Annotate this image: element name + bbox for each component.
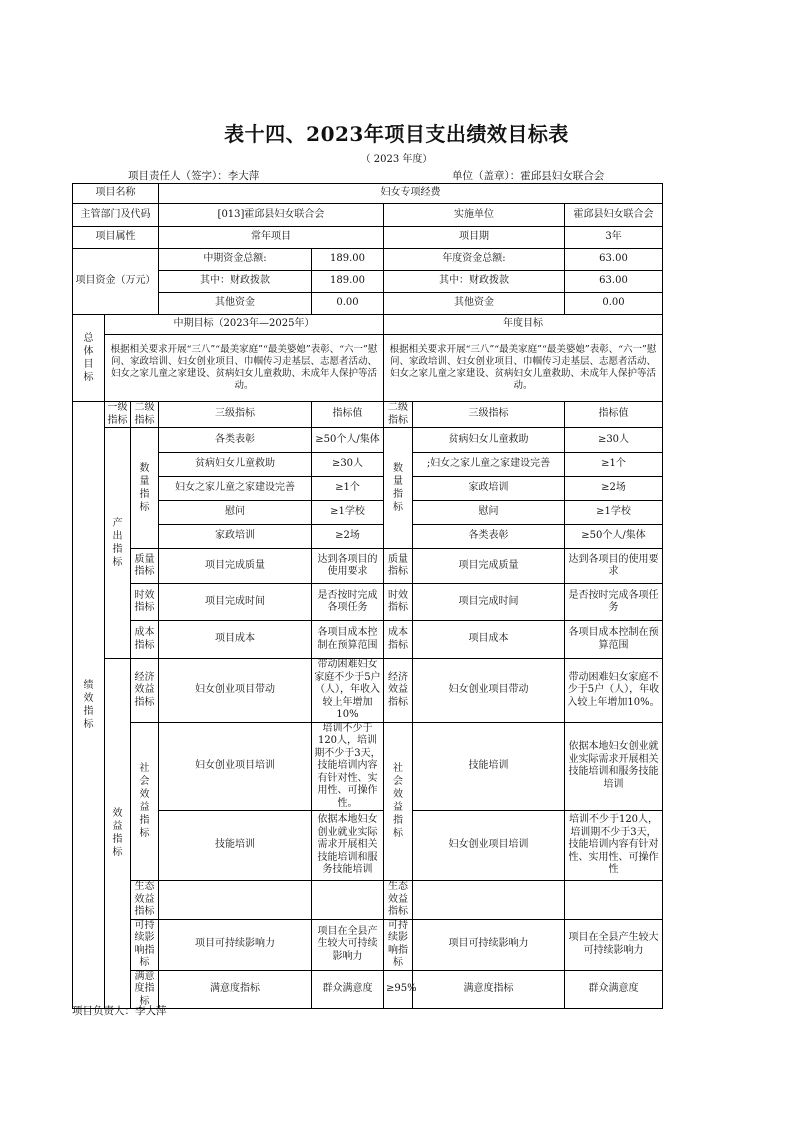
time-year-value: 是否按时完成各项任务: [565, 584, 663, 621]
project-attr-value: 常年项目: [159, 227, 384, 249]
qty-year-name: ;妇女之家儿童之家建设完善: [413, 453, 565, 477]
year-total-label: 年度资金总额:: [384, 249, 565, 271]
economic-mid-value: 带动困难妇女家庭不少于5户（人），年收入较上年增加10%: [312, 659, 384, 723]
social-indicator-label: 社会效益指标: [131, 722, 159, 881]
quantity-indicator-label-year: 数量指标: [384, 428, 413, 549]
qty-year-value: ≥50个人/集体: [565, 525, 663, 549]
qty-mid-value: ≥2场: [312, 525, 384, 549]
qty-mid-name: 贫病妇女儿童救助: [159, 453, 312, 477]
qty-year-name: 家政培训: [413, 477, 565, 501]
dept-value: [013]霍邱县妇女联合会: [159, 204, 384, 227]
qty-year-value: ≥1个: [565, 453, 663, 477]
eco-year-name: [413, 881, 565, 920]
sustain-mid-name: 项目可持续影响力: [159, 919, 312, 970]
satisfaction-sub-label-year: 满意度指标: [413, 970, 565, 1009]
satisfaction-indicator-label: 满意度指标: [131, 970, 159, 1009]
project-leader: 项目负责人：李大萍: [72, 1005, 167, 1017]
col-level2-header-year: 二级指标: [384, 402, 413, 428]
social-indicator-label-year: 社会效益指标: [384, 722, 413, 881]
satisfaction-mid-name: 群众满意度: [312, 970, 384, 1009]
social-year-name: 妇女创业项目培训: [413, 811, 565, 881]
qty-mid-value: ≥50个人/集体: [312, 428, 384, 453]
performance-target-table: [72, 183, 663, 1009]
performance-indicator-label: 绩效指标: [73, 402, 105, 1009]
qty-mid-name: 各类表彰: [159, 428, 312, 453]
quality-indicator-label-year: 质量指标: [384, 549, 413, 584]
qty-mid-name: 家政培训: [159, 525, 312, 549]
social-year-value: 依据本地妇女创业就业实际需求开展相关技能培训和服务技能培训: [565, 722, 663, 811]
eco-mid-value: [312, 881, 384, 920]
qty-mid-value: ≥1个: [312, 477, 384, 501]
qty-year-value: ≥2场: [565, 477, 663, 501]
qty-year-value: ≥1学校: [565, 501, 663, 525]
year-total-value: 63.00: [565, 249, 663, 271]
page-title: 表十四、2023年项目支出绩效目标表: [224, 122, 569, 146]
project-period-label: 项目期: [384, 227, 565, 249]
social-mid-value: 依据本地妇女创业就业实际需求开展相关技能培训和服务技能培训: [312, 811, 384, 881]
year-goal-text: 根据相关要求开展“三八”“最美家庭”“最美婆媳”表彰、“六一”慰问、家政培训、妇女创业项目、巾帼传习走基层、志愿者活动、妇女之家儿童之家建设、贫病妇女儿童救助、未成年人保护等活动。: [384, 335, 663, 402]
col-level1-header: 一级指标: [105, 402, 131, 428]
col-value-header-year: 指标值: [565, 402, 663, 428]
year-other-value: 0.00: [565, 293, 663, 315]
eco-year-value: [565, 881, 663, 920]
quality-year-value: 达到各项目的使用要求: [565, 549, 663, 584]
qty-mid-value: ≥1学校: [312, 501, 384, 525]
economic-year-value: 带动困难妇女家庭不少于5户（人），年收入较上年增加10%。: [565, 659, 663, 723]
time-indicator-label: 时效指标: [131, 584, 159, 621]
col-value-header: 指标值: [312, 402, 384, 428]
time-year-name: 项目完成时间: [413, 584, 565, 621]
qty-year-name: 慰问: [413, 501, 565, 525]
sustain-year-value: 项目在全县产生较大可持续影响力: [565, 919, 663, 970]
qty-year-value: ≥30人: [565, 428, 663, 453]
mid-goal-text: 根据相关要求开展“三八”“最美家庭”“最美婆媳”表彰、“六一”慰问、家政培训、妇女创业项目、巾帼传习走基层、志愿者活动、妇女之家儿童之家建设、贫病妇女儿童救助、未成年人保护等活动。: [105, 335, 384, 402]
social-mid-name: 妇女创业项目培训: [159, 722, 312, 811]
impl-unit-value: 霍邱县妇女联合会: [565, 204, 663, 227]
output-indicator-label: 产出指标: [105, 428, 131, 659]
social-mid-name: 技能培训: [159, 811, 312, 881]
dept-label: 主管部门及代码: [73, 204, 159, 227]
social-year-value: 培训不少于120人，培训期不少于3天，技能培训内容有针对性、实用性、可操作性: [565, 811, 663, 881]
mid-total-label: 中期资金总额:: [159, 249, 312, 271]
time-mid-value: 是否按时完成各项任务: [312, 584, 384, 621]
qty-mid-name: 慰问: [159, 501, 312, 525]
project-attr-label: 项目属性: [73, 227, 159, 249]
year-label: （ 2023 年度）: [360, 154, 433, 165]
cost-indicator-label-year: 成本指标: [384, 621, 413, 659]
economic-indicator-label: 经济效益指标: [131, 659, 159, 723]
satisfaction-sub-label: 满意度指标: [159, 970, 312, 1009]
quality-mid-value: 达到各项目的使用要求: [312, 549, 384, 584]
eco-indicator-label-year: 生态效益指标: [384, 881, 413, 920]
social-mid-value: 培训不少于120人，培训期不少于3天，技能培训内容有针对性、实用性、可操作性。: [312, 722, 384, 811]
satisfaction-mid-value: ≥95%: [384, 970, 413, 1009]
year-other-label: 其他资金: [384, 293, 565, 315]
year-fiscal-value: 63.00: [565, 271, 663, 293]
year-goal-header: 年度目标: [384, 315, 663, 335]
mid-fiscal-label: 其中：财政拨款: [159, 271, 312, 293]
economic-year-name: 妇女创业项目带动: [413, 659, 565, 723]
eco-mid-name: [159, 881, 312, 920]
quantity-indicator-label: 数量指标: [131, 428, 159, 549]
satisfaction-year-name: 群众满意度: [565, 970, 663, 1009]
quality-indicator-label: 质量指标: [131, 549, 159, 584]
sustain-year-name: 项目可持续影响力: [413, 919, 565, 970]
cost-year-name: 项目成本: [413, 621, 565, 659]
col-level2-header: 二级指标: [131, 402, 159, 428]
col-level3-header-year: 三级指标: [413, 402, 565, 428]
benefit-indicator-label: 效益指标: [105, 659, 131, 1009]
mid-other-value: 0.00: [312, 293, 384, 315]
sustain-indicator-label: 可持续影响指标: [131, 919, 159, 970]
qty-mid-value: ≥30人: [312, 453, 384, 477]
overall-goal-label: 总体目标: [73, 315, 105, 402]
project-name-value: 妇女专项经费: [159, 184, 663, 204]
qty-mid-name: 妇女之家儿童之家建设完善: [159, 477, 312, 501]
social-year-name: 技能培训: [413, 722, 565, 811]
col-level3-header: 三级指标: [159, 402, 312, 428]
economic-indicator-label-year: 经济效益指标: [384, 659, 413, 723]
impl-unit-label: 实施单位: [384, 204, 565, 227]
quality-year-name: 项目完成质量: [413, 549, 565, 584]
year-fiscal-label: 其中：财政拨款: [384, 271, 565, 293]
project-name-label: 项目名称: [73, 184, 159, 204]
eco-indicator-label: 生态效益指标: [131, 881, 159, 920]
project-period-value: 3年: [565, 227, 663, 249]
unit-seal: 单位（盖章）：霍邱县妇女联合会: [452, 170, 605, 182]
mid-fiscal-value: 189.00: [312, 271, 384, 293]
mid-goal-header: 中期目标（2023年—2025年）: [105, 315, 384, 335]
sustain-indicator-label-year: 可持续影响指标: [384, 919, 413, 970]
sustain-mid-value: 项目在全县产生较大可持续影响力: [312, 919, 384, 970]
qty-year-name: 各类表彰: [413, 525, 565, 549]
cost-indicator-label: 成本指标: [131, 621, 159, 659]
mid-total-value: 189.00: [312, 249, 384, 271]
funds-label: 项目资金（万元）: [73, 249, 159, 315]
cost-mid-name: 项目成本: [159, 621, 312, 659]
economic-mid-name: 妇女创业项目带动: [159, 659, 312, 723]
qty-year-name: 贫病妇女儿童救助: [413, 428, 565, 453]
time-indicator-label-year: 时效指标: [384, 584, 413, 621]
time-mid-name: 项目完成时间: [159, 584, 312, 621]
mid-other-label: 其他资金: [159, 293, 312, 315]
cost-mid-value: 各项目成本控制在预算范围: [312, 621, 384, 659]
quality-mid-name: 项目完成质量: [159, 549, 312, 584]
cost-year-value: 各项目成本控制在预算范围: [565, 621, 663, 659]
project-responsible: 项目责任人（签字）：李大萍: [128, 170, 260, 182]
